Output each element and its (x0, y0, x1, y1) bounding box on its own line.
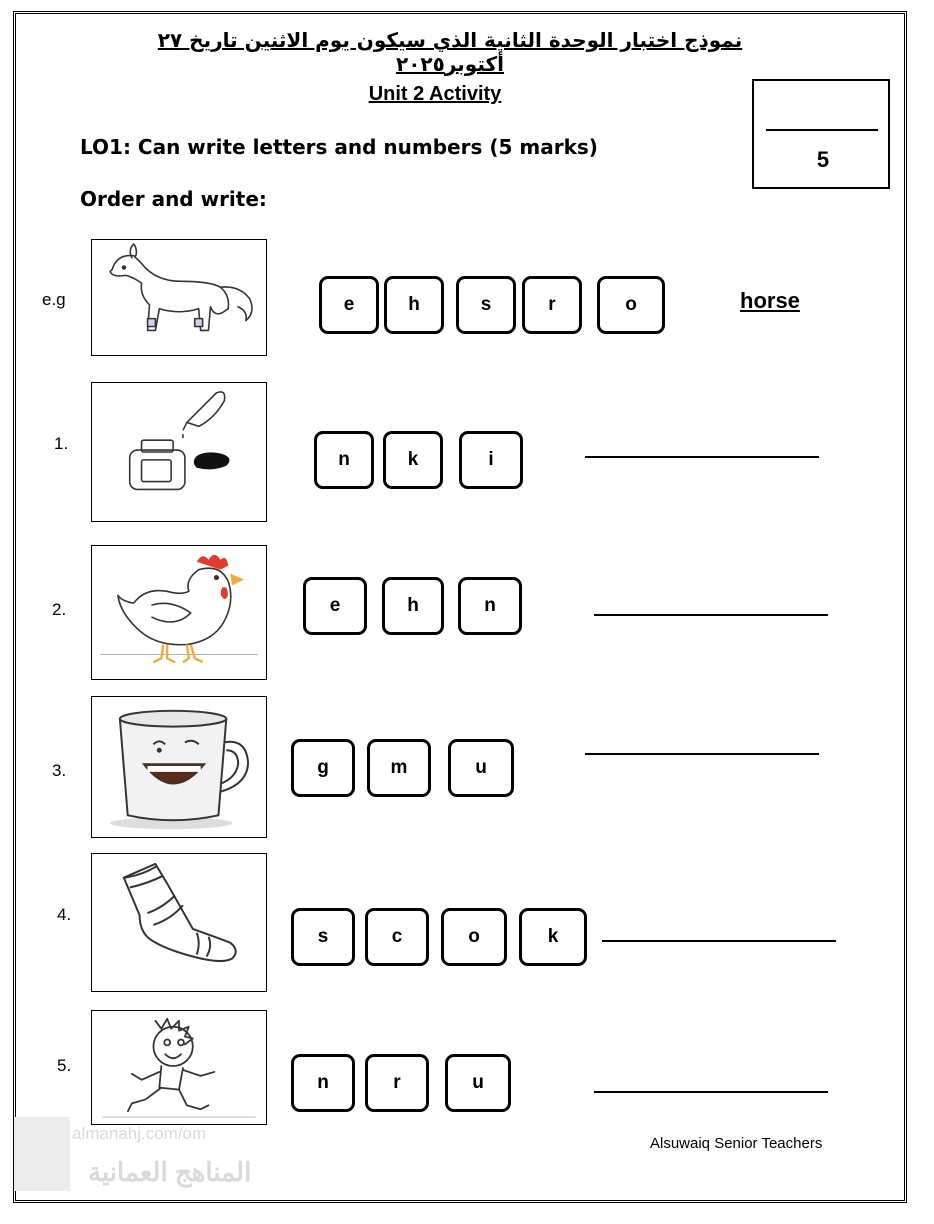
letter-tile: u (448, 739, 514, 797)
letter-tile: m (367, 739, 431, 797)
letter-tile: o (597, 276, 665, 334)
letter-tile: i (459, 431, 523, 489)
letter-tile: r (522, 276, 582, 334)
letter-tile: s (291, 908, 355, 966)
answer-line[interactable] (594, 614, 828, 616)
letter-tile: o (441, 908, 507, 966)
hen-picture (91, 545, 267, 680)
mug-picture (91, 696, 267, 838)
horse-icon (92, 240, 266, 355)
score-blank (766, 129, 878, 131)
instruction: Order and write: (80, 187, 267, 211)
letter-tile: g (291, 739, 355, 797)
sock-picture (91, 853, 267, 992)
row-number: 3. (52, 761, 67, 780)
row-number: e.g (42, 290, 66, 309)
arabic-header: نموذج اختبار الوحدة الثانية الذي سيكون يوم الاثنين تاريخ ٢٧ أكتوبر٢٠٢٥ (157, 28, 743, 76)
row-number: 1. (54, 434, 69, 453)
letter-tile: e (319, 276, 379, 334)
row-number: 5. (57, 1056, 72, 1075)
answer-line[interactable] (602, 940, 836, 942)
letter-tile: n (314, 431, 374, 489)
letter-tile: k (383, 431, 443, 489)
smiling-mug-icon (92, 697, 266, 837)
learning-objective: LO1: Can write letters and numbers (5 marks) (80, 135, 598, 159)
watermark-logo (14, 1117, 70, 1191)
answer-example: horse (740, 288, 800, 313)
letter-tile: s (456, 276, 516, 334)
letter-tile: u (445, 1054, 511, 1112)
letter-tile: h (384, 276, 444, 334)
letter-tile: n (458, 577, 522, 635)
letter-tile: c (365, 908, 429, 966)
worksheet-title: Unit 2 Activity (368, 83, 502, 105)
row-number: 2. (52, 600, 67, 619)
watermark-arabic: المناهج العمانية (88, 1157, 252, 1187)
letter-tile: e (303, 577, 367, 635)
answer-line[interactable] (585, 753, 819, 755)
answer-line[interactable] (585, 456, 819, 458)
watermark-url: almanahj.com/om (72, 1124, 207, 1143)
letter-tile: r (365, 1054, 429, 1112)
footer-credit: Alsuwaiq Senior Teachers (650, 1135, 823, 1152)
running-boy-picture (91, 1010, 267, 1125)
score-total: 5 (816, 147, 830, 172)
letter-tile: h (382, 577, 444, 635)
horse-picture (91, 239, 267, 356)
ink-bottle-icon (92, 383, 266, 521)
row-number: 4. (57, 905, 72, 924)
running-boy-icon (92, 1011, 266, 1124)
answer-line[interactable] (594, 1091, 828, 1093)
ink-picture (91, 382, 267, 522)
letter-tile: n (291, 1054, 355, 1112)
score-box[interactable] (752, 79, 890, 189)
letter-tile: k (519, 908, 587, 966)
sock-icon (92, 854, 266, 991)
hen-icon (92, 546, 266, 679)
